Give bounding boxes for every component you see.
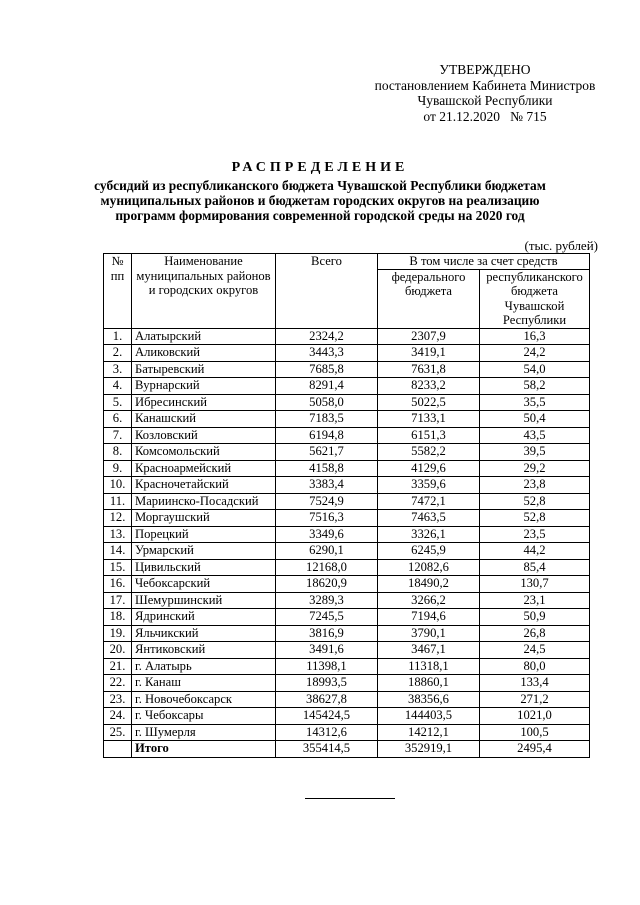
district-name: г. Канаш xyxy=(132,675,276,692)
table-row xyxy=(104,328,590,345)
row-number: 15. xyxy=(104,559,132,576)
district-name: Урмарский xyxy=(132,543,276,560)
table-row xyxy=(104,559,590,576)
value-federal: 2307,9 xyxy=(378,328,480,345)
value-federal: 7631,8 xyxy=(378,361,480,378)
row-number: 20. xyxy=(104,642,132,659)
value-federal: 18490,2 xyxy=(378,576,480,593)
header-total: Всего xyxy=(276,254,378,329)
total-republic: 2495,4 xyxy=(480,741,590,758)
value-total: 12168,0 xyxy=(276,559,378,576)
approval-block xyxy=(350,62,620,124)
district-name: г. Шумерля xyxy=(132,724,276,741)
value-republic: 133,4 xyxy=(480,675,590,692)
value-republic: 52,8 xyxy=(480,510,590,527)
table-row xyxy=(104,361,590,378)
row-number: 5. xyxy=(104,394,132,411)
units-label: (тыс. рублей) xyxy=(524,238,598,253)
value-federal: 7463,5 xyxy=(378,510,480,527)
row-number: 4. xyxy=(104,378,132,395)
value-republic: 23,1 xyxy=(480,592,590,609)
district-name: г. Алатырь xyxy=(132,658,276,675)
district-name: Янтиковский xyxy=(132,642,276,659)
table-row xyxy=(104,708,590,725)
district-name: Ядринский xyxy=(132,609,276,626)
value-federal: 3326,1 xyxy=(378,526,480,543)
row-number: 23. xyxy=(104,691,132,708)
row-number: 13. xyxy=(104,526,132,543)
district-name: Канашский xyxy=(132,411,276,428)
row-number: 2. xyxy=(104,345,132,362)
value-republic: 29,2 xyxy=(480,460,590,477)
value-total: 6194,8 xyxy=(276,427,378,444)
document-subtitle xyxy=(60,178,580,223)
value-republic: 58,2 xyxy=(480,378,590,395)
row-number: 12. xyxy=(104,510,132,527)
value-republic: 43,5 xyxy=(480,427,590,444)
subsidy-table xyxy=(103,253,590,758)
row-number: 19. xyxy=(104,625,132,642)
value-total: 3383,4 xyxy=(276,477,378,494)
district-name: Комсомольский xyxy=(132,444,276,461)
total-blank-cell xyxy=(104,741,132,758)
district-name: Вурнарский xyxy=(132,378,276,395)
table-row xyxy=(104,592,590,609)
value-republic: 16,3 xyxy=(480,328,590,345)
subtitle-line-3: программ формирования современной городской среды на 2020 год xyxy=(115,208,525,223)
value-total: 2324,2 xyxy=(276,328,378,345)
row-number: 22. xyxy=(104,675,132,692)
value-total: 7524,9 xyxy=(276,493,378,510)
district-name: Порецкий xyxy=(132,526,276,543)
row-number: 25. xyxy=(104,724,132,741)
approval-date-number: от 21.12.2020 № 715 xyxy=(423,108,547,124)
header-republic: республиканского бюджета Чувашской Республики xyxy=(480,269,590,328)
value-republic: 23,5 xyxy=(480,526,590,543)
total-sum: 355414,5 xyxy=(276,741,378,758)
value-total: 7516,3 xyxy=(276,510,378,527)
signature-divider xyxy=(305,798,395,799)
row-number: 1. xyxy=(104,328,132,345)
value-republic: 54,0 xyxy=(480,361,590,378)
row-number: 6. xyxy=(104,411,132,428)
table-total-row xyxy=(104,741,590,758)
value-republic: 271,2 xyxy=(480,691,590,708)
value-federal: 7133,1 xyxy=(378,411,480,428)
header-num: № пп xyxy=(104,254,132,329)
value-republic: 1021,0 xyxy=(480,708,590,725)
district-name: Ибресинский xyxy=(132,394,276,411)
value-total: 7685,8 xyxy=(276,361,378,378)
table-row xyxy=(104,427,590,444)
table-row xyxy=(104,444,590,461)
value-republic: 26,8 xyxy=(480,625,590,642)
table-row xyxy=(104,691,590,708)
district-name: Козловский xyxy=(132,427,276,444)
approval-heading: УТВЕРЖДЕНО xyxy=(439,62,531,77)
value-republic: 39,5 xyxy=(480,444,590,461)
table-row xyxy=(104,394,590,411)
header-including: В том числе за счет средств xyxy=(378,254,590,270)
row-number: 16. xyxy=(104,576,132,593)
value-federal: 3266,2 xyxy=(378,592,480,609)
value-total: 3289,3 xyxy=(276,592,378,609)
row-number: 9. xyxy=(104,460,132,477)
value-total: 3443,3 xyxy=(276,345,378,362)
value-total: 38627,8 xyxy=(276,691,378,708)
subtitle-line-1: субсидий из республиканского бюджета Чувашской Республики бюджетам xyxy=(94,178,546,193)
district-name: Шемуршинский xyxy=(132,592,276,609)
header-federal: федерального бюджета xyxy=(378,269,480,328)
value-federal: 6245,9 xyxy=(378,543,480,560)
district-name: Красноармейский xyxy=(132,460,276,477)
row-number: 8. xyxy=(104,444,132,461)
value-total: 11398,1 xyxy=(276,658,378,675)
value-federal: 11318,1 xyxy=(378,658,480,675)
table-row xyxy=(104,345,590,362)
row-number: 14. xyxy=(104,543,132,560)
value-federal: 14212,1 xyxy=(378,724,480,741)
row-number: 21. xyxy=(104,658,132,675)
header-name: Наименование муниципальных районов и городских округов xyxy=(132,254,276,329)
approval-republic: Чувашской Республики xyxy=(417,93,553,108)
value-federal: 18860,1 xyxy=(378,675,480,692)
row-number: 18. xyxy=(104,609,132,626)
table-row xyxy=(104,510,590,527)
value-total: 3349,6 xyxy=(276,526,378,543)
table-row xyxy=(104,642,590,659)
table-body xyxy=(104,328,590,757)
approval-authority: постановлением Кабинета Министров xyxy=(374,77,596,93)
value-total: 3491,6 xyxy=(276,642,378,659)
value-federal: 5582,2 xyxy=(378,444,480,461)
table-row xyxy=(104,460,590,477)
value-republic: 24,5 xyxy=(480,642,590,659)
value-republic: 35,5 xyxy=(480,394,590,411)
value-total: 7183,5 xyxy=(276,411,378,428)
district-name: Алатырский xyxy=(132,328,276,345)
value-federal: 7194,6 xyxy=(378,609,480,626)
value-federal: 7472,1 xyxy=(378,493,480,510)
district-name: Батыревский xyxy=(132,361,276,378)
value-total: 7245,5 xyxy=(276,609,378,626)
value-federal: 3419,1 xyxy=(378,345,480,362)
document-title: РАСПРЕДЕЛЕНИЕ xyxy=(231,160,409,175)
value-federal: 4129,6 xyxy=(378,460,480,477)
value-federal: 3359,6 xyxy=(378,477,480,494)
value-republic: 24,2 xyxy=(480,345,590,362)
value-total: 5058,0 xyxy=(276,394,378,411)
table-row xyxy=(104,526,590,543)
row-number: 10. xyxy=(104,477,132,494)
value-total: 4158,8 xyxy=(276,460,378,477)
table-row xyxy=(104,411,590,428)
table-row xyxy=(104,609,590,626)
district-name: Моргаушский xyxy=(132,510,276,527)
value-total: 6290,1 xyxy=(276,543,378,560)
table-row xyxy=(104,576,590,593)
value-republic: 52,8 xyxy=(480,493,590,510)
value-republic: 85,4 xyxy=(480,559,590,576)
table-row xyxy=(104,625,590,642)
value-federal: 8233,2 xyxy=(378,378,480,395)
row-number: 7. xyxy=(104,427,132,444)
district-name: г. Новочебоксарск xyxy=(132,691,276,708)
table-row xyxy=(104,378,590,395)
district-name: Цивильский xyxy=(132,559,276,576)
value-federal: 3467,1 xyxy=(378,642,480,659)
value-total: 3816,9 xyxy=(276,625,378,642)
value-republic: 100,5 xyxy=(480,724,590,741)
district-name: Аликовский xyxy=(132,345,276,362)
district-name: Мариинско-Посадский xyxy=(132,493,276,510)
value-federal: 12082,6 xyxy=(378,559,480,576)
total-federal: 352919,1 xyxy=(378,741,480,758)
table-row xyxy=(104,724,590,741)
row-number: 3. xyxy=(104,361,132,378)
value-federal: 5022,5 xyxy=(378,394,480,411)
total-label: Итого xyxy=(132,741,276,758)
value-total: 18620,9 xyxy=(276,576,378,593)
value-republic: 80,0 xyxy=(480,658,590,675)
value-total: 5621,7 xyxy=(276,444,378,461)
value-republic: 50,9 xyxy=(480,609,590,626)
value-republic: 50,4 xyxy=(480,411,590,428)
row-number: 17. xyxy=(104,592,132,609)
value-total: 14312,6 xyxy=(276,724,378,741)
value-republic: 23,8 xyxy=(480,477,590,494)
table-row xyxy=(104,658,590,675)
district-name: Яльчикский xyxy=(132,625,276,642)
value-federal: 38356,6 xyxy=(378,691,480,708)
table-row xyxy=(104,477,590,494)
value-republic: 130,7 xyxy=(480,576,590,593)
district-name: Красночетайский xyxy=(132,477,276,494)
value-federal: 6151,3 xyxy=(378,427,480,444)
value-total: 8291,4 xyxy=(276,378,378,395)
value-republic: 44,2 xyxy=(480,543,590,560)
table-row xyxy=(104,493,590,510)
district-name: г. Чебоксары xyxy=(132,708,276,725)
value-total: 18993,5 xyxy=(276,675,378,692)
table-row xyxy=(104,675,590,692)
table-header-row xyxy=(104,254,590,270)
row-number: 11. xyxy=(104,493,132,510)
value-federal: 144403,5 xyxy=(378,708,480,725)
value-federal: 3790,1 xyxy=(378,625,480,642)
subtitle-line-2: муниципальных районов и бюджетам городских округов на реализацию xyxy=(100,193,540,208)
row-number: 24. xyxy=(104,708,132,725)
district-name: Чебоксарский xyxy=(132,576,276,593)
value-total: 145424,5 xyxy=(276,708,378,725)
table-row xyxy=(104,543,590,560)
